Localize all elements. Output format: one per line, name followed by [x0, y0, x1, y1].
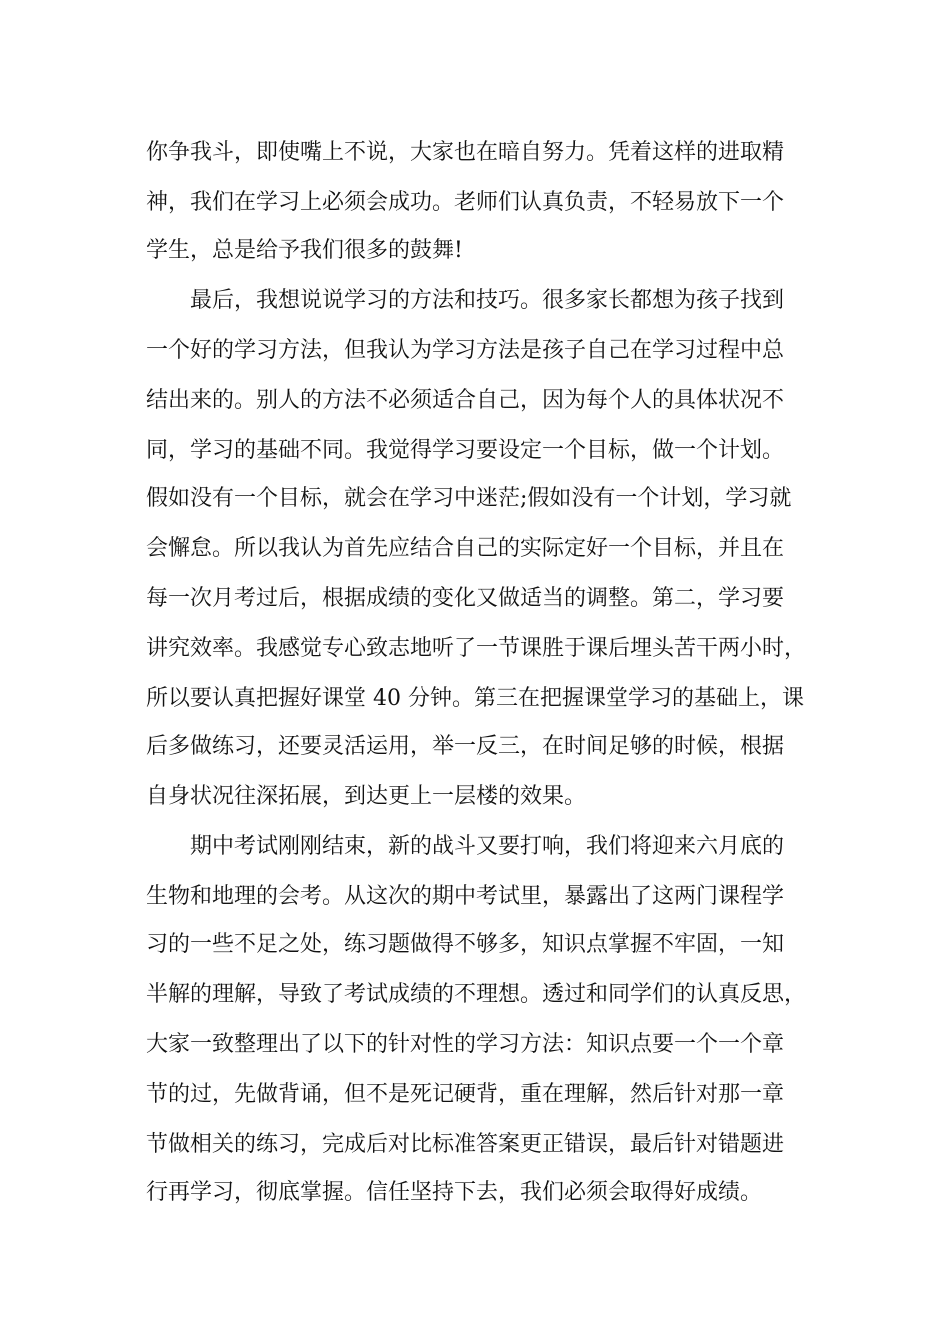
paragraph-3-line-4: 半解的理解，导致了考试成绩的不理想。透过和同学们的认真反思， — [146, 982, 807, 1007]
paragraph-1-line-3: 学生，总是给予我们很多的鼓舞! — [146, 238, 463, 263]
paragraph-3-line-2: 生物和地理的会考。从这次的期中考试里，暴露出了这两门课程学 — [146, 884, 785, 909]
paragraph-3-line-8: 行再学习，彻底掌握。信任坚持下去，我们必须会取得好成绩。 — [146, 1180, 763, 1205]
paragraph-2-line-8: 讲究效率。我感觉专心致志地听了一节课胜于课后埋头苦干两小时， — [146, 636, 807, 661]
paragraph-2-line-7: 每一次月考过后，根据成绩的变化又做适当的调整。第二，学习要 — [146, 586, 785, 611]
paragraph-3-line-5: 大家一致整理出了以下的针对性的学习方法：知识点要一个一个章 — [146, 1032, 785, 1057]
paragraph-3-line-3: 习的一些不足之处，练习题做得不够多，知识点掌握不牢固，一知 — [146, 932, 785, 957]
paragraph-3-line-7: 节做相关的练习，完成后对比标准答案更正错误，最后针对错题进 — [146, 1132, 785, 1157]
paragraph-1-line-1: 你争我斗，即使嘴上不说，大家也在暗自努力。凭着这样的进取精 — [146, 140, 785, 165]
paragraph-2-line-9: 所以要认真把握好课堂 40 分钟。第三在把握课堂学习的基础上，课 — [146, 686, 804, 711]
paragraph-2-line-6: 会懈怠。所以我认为首先应结合自己的实际定好一个目标，并且在 — [146, 536, 785, 561]
paragraph-3-line-1: 期中考试刚刚结束，新的战斗又要打响，我们将迎来六月底的 — [190, 834, 785, 859]
paragraph-2-line-2: 一个好的学习方法，但我认为学习方法是孩子自己在学习过程中总 — [146, 338, 785, 363]
paragraph-2-line-5: 假如没有一个目标，就会在学习中迷茫;假如没有一个计划，学习就 — [146, 486, 792, 511]
paragraph-2-line-1: 最后，我想说说学习的方法和技巧。很多家长都想为孩子找到 — [190, 288, 785, 313]
paragraph-1-line-2: 神，我们在学习上必须会成功。老师们认真负责，不轻易放下一个 — [146, 190, 785, 215]
paragraph-3-line-6: 节的过，先做背诵，但不是死记硬背，重在理解，然后针对那一章 — [146, 1082, 785, 1107]
paragraph-2-line-10: 后多做练习，还要灵活运用，举一反三，在时间足够的时候，根据 — [146, 734, 785, 759]
paragraph-2-line-4: 同，学习的基础不同。我觉得学习要设定一个目标，做一个计划。 — [146, 438, 785, 463]
paragraph-2-line-11: 自身状况往深拓展，到达更上一层楼的效果。 — [146, 784, 587, 809]
paragraph-2-line-3: 结出来的。别人的方法不必须适合自己，因为每个人的具体状况不 — [146, 388, 785, 413]
